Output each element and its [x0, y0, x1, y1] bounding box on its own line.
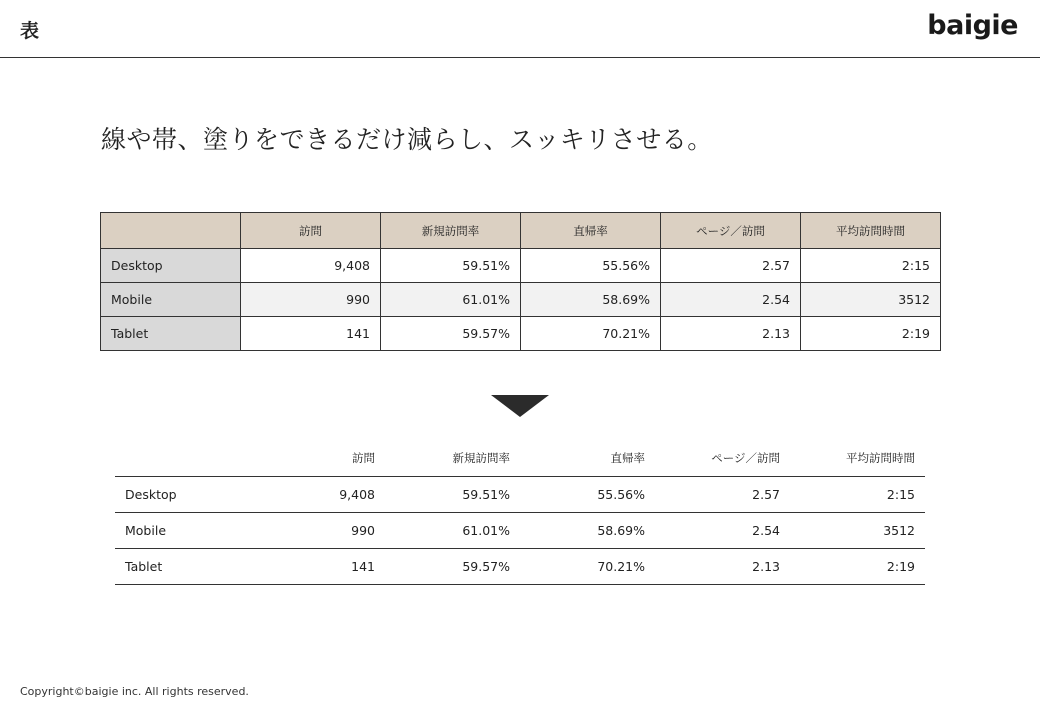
- table-cell: 2:15: [790, 476, 925, 512]
- table-cell: 3512: [790, 512, 925, 548]
- table-row: [101, 283, 941, 317]
- table-cell: 2.13: [661, 317, 801, 351]
- table-cell: 70.21%: [521, 317, 661, 351]
- brand-logo: baigie: [927, 10, 1018, 41]
- column-header: 直帰率: [520, 440, 655, 476]
- row-label: Tablet: [115, 548, 250, 584]
- table-cell: 3512: [801, 283, 941, 317]
- slide-headline: 線や帯、塗りをできるだけ減らし、スッキリさせる。: [101, 125, 713, 154]
- column-header: ページ／訪問: [661, 213, 801, 249]
- table-cell: 9,408: [250, 476, 385, 512]
- column-header: 平均訪問時間: [790, 440, 925, 476]
- table-cell: 141: [241, 317, 381, 351]
- table-cell: 59.51%: [381, 249, 521, 283]
- column-header: [115, 440, 250, 476]
- row-label: Mobile: [115, 512, 250, 548]
- table-cell: 58.69%: [520, 512, 655, 548]
- table-row: [115, 476, 925, 512]
- copyright-footer: Copyright©baigie inc. All rights reserved.: [20, 685, 249, 698]
- row-label: Mobile: [101, 283, 241, 317]
- table-cell: 59.57%: [385, 548, 520, 584]
- table-cell: 70.21%: [520, 548, 655, 584]
- column-header: ページ／訪問: [655, 440, 790, 476]
- column-header: 新規訪問率: [381, 213, 521, 249]
- column-header: 新規訪問率: [385, 440, 520, 476]
- column-header: 訪問: [250, 440, 385, 476]
- column-header: 直帰率: [521, 213, 661, 249]
- table-cell: 2.54: [661, 283, 801, 317]
- table-before: [100, 212, 941, 351]
- table-cell: 58.69%: [521, 283, 661, 317]
- table-row: [115, 548, 925, 584]
- table-cell: 2.57: [655, 476, 790, 512]
- row-label: Desktop: [101, 249, 241, 283]
- header-divider: [0, 57, 1040, 58]
- table-cell: 990: [250, 512, 385, 548]
- table-cell: 61.01%: [385, 512, 520, 548]
- table-cell: 2.57: [661, 249, 801, 283]
- page-title: 表: [20, 20, 40, 42]
- table-after: [115, 440, 925, 585]
- table-cell: 55.56%: [520, 476, 655, 512]
- column-header: 訪問: [241, 213, 381, 249]
- row-label: Desktop: [115, 476, 250, 512]
- table-header-row: [115, 440, 925, 476]
- table-cell: 9,408: [241, 249, 381, 283]
- table-cell: 990: [241, 283, 381, 317]
- table-cell: 55.56%: [521, 249, 661, 283]
- table-cell: 2:19: [790, 548, 925, 584]
- table-cell: 59.51%: [385, 476, 520, 512]
- row-label: Tablet: [101, 317, 241, 351]
- table-cell: 59.57%: [381, 317, 521, 351]
- table-cell: 2:15: [801, 249, 941, 283]
- table-header-row: [101, 213, 941, 249]
- table-cell: 2.54: [655, 512, 790, 548]
- table-row: [101, 249, 941, 283]
- table-cell: 61.01%: [381, 283, 521, 317]
- table-cell: 2:19: [801, 317, 941, 351]
- table-row: [115, 512, 925, 548]
- table-cell: 2.13: [655, 548, 790, 584]
- table-row: [101, 317, 941, 351]
- table-cell: 141: [250, 548, 385, 584]
- column-header: [101, 213, 241, 249]
- down-triangle-arrow-icon: [491, 395, 549, 417]
- column-header: 平均訪問時間: [801, 213, 941, 249]
